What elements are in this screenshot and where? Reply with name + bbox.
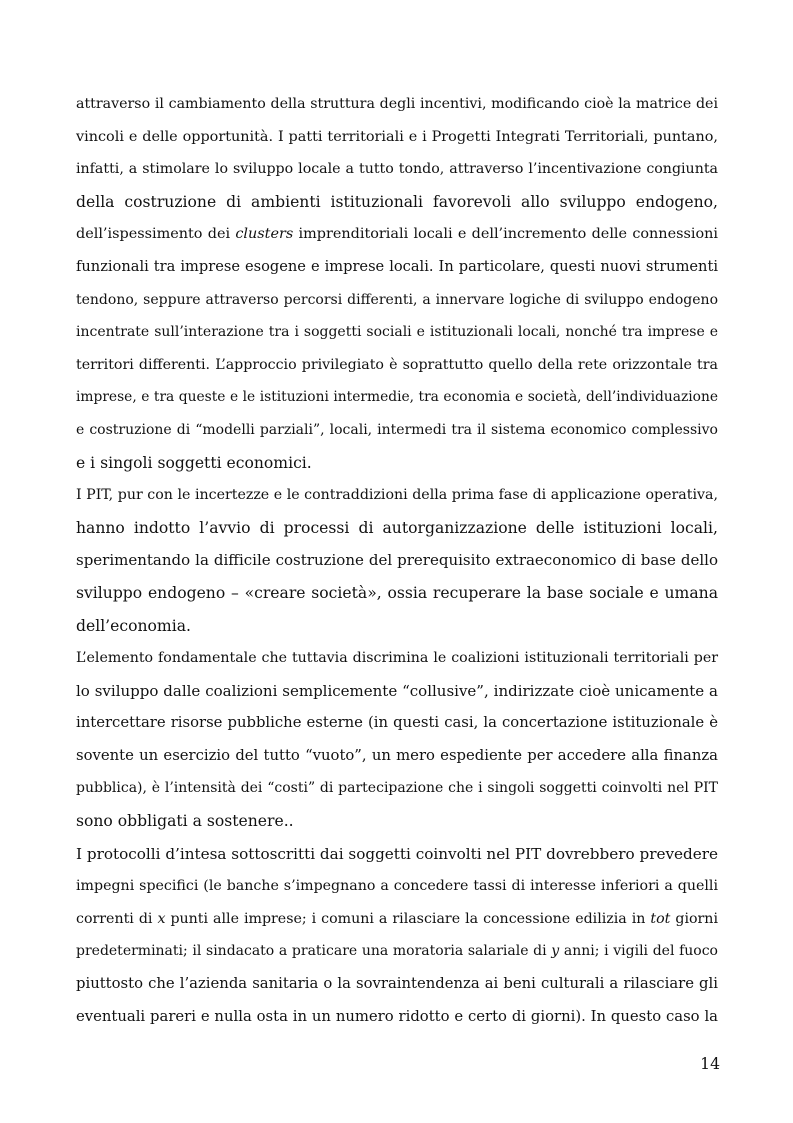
text-line <box>76 675 718 708</box>
text-segment: giorni <box>670 910 718 927</box>
text-segment: correnti di <box>76 910 158 927</box>
text-segment: attraverso il cambiamento della struttura degli incentivi, modificando cioè la matrice dei <box>76 96 718 112</box>
text-segment: funzionali tra imprese esogene e imprese locali. In particolare, questi nuovi strumenti <box>76 257 718 275</box>
text-segment: punti alle imprese; i comuni a rilasciare la concessione edilizia in <box>165 910 651 927</box>
text-line <box>76 88 718 121</box>
text-line <box>76 414 718 447</box>
text-line <box>76 349 718 382</box>
text-segment: territori differenti. L’approccio privilegiato è soprattutto quello della rete orizzontale tra <box>76 356 718 373</box>
text-segment: sviluppo endogeno – «creare società», ossia recuperare la base sociale e umana <box>76 583 718 602</box>
text-line <box>76 284 718 317</box>
text-line <box>76 935 718 968</box>
text-line <box>76 512 718 545</box>
text-segment: imprese, e tra queste e le istituzioni intermedie, tra economia e società, dell’individuazione <box>76 389 718 406</box>
text-segment: hanno indotto l’avvio di processi di autorganizzazione delle istituzioni locali, <box>76 518 718 537</box>
text-segment: incentrate sull’interazione tra i soggetti sociali e istituzionali locali, nonché tra imprese e <box>76 324 718 341</box>
text-segment: dell’ispessimento dei <box>76 226 236 243</box>
text-segment: tendono, seppure attraverso percorsi differenti, a innervare logiche di sviluppo endogeno <box>76 291 718 308</box>
italic-text: x <box>157 910 166 927</box>
text-line <box>76 121 718 154</box>
text-segment: pubblica), è l’intensità dei “costi” di partecipazione che i singoli soggetti coinvolti nel PIT <box>76 780 718 797</box>
text-line <box>76 838 718 871</box>
text-line <box>76 479 718 512</box>
text-line <box>76 968 718 1001</box>
text-segment: L’elemento fondamentale che tuttavia discrimina le coalizioni istituzionali territoriali per <box>76 650 718 667</box>
text-segment: eventuali pareri e nulla osta in un numero ridotto e certo di giorni). In questo caso la <box>76 1007 718 1025</box>
text-segment: intercettare risorse pubbliche esterne (in questi casi, la concertazione istituzionale è <box>76 714 718 732</box>
text-segment: sono obbligati a sostenere.. <box>76 812 294 831</box>
text-line <box>76 870 718 903</box>
text-line <box>76 218 718 251</box>
text-segment: della costruzione di ambienti istituzionali favorevoli allo sviluppo endogeno, <box>76 192 718 211</box>
body-text <box>76 88 718 1033</box>
text-line <box>76 316 718 349</box>
text-line <box>76 186 718 219</box>
text-segment: vincoli e delle opportunità. I patti territoriali e i Progetti Integrati Territoriali, puntano, <box>76 128 718 145</box>
text-segment: e costruzione di “modelli parziali”, locali, intermedi tra il sistema economico complessivo <box>76 421 718 438</box>
text-segment: I protocolli d’intesa sottoscritti dai soggetti coinvolti nel PIT dovrebbero prevedere <box>76 844 718 863</box>
text-line <box>76 544 718 577</box>
text-segment: imprenditoriali locali e dell’incremento delle connessioni <box>293 226 719 243</box>
text-segment: predeterminati; il sindacato a praticare una moratoria salariale di <box>76 943 552 960</box>
text-line <box>76 805 718 838</box>
text-segment: lo sviluppo dalle coalizioni semplicemente “collusive”, indirizzate cioè unicamente a <box>76 681 718 700</box>
text-segment: sovente un esercizio del tutto “vuoto”, un mero espediente per accedere alla finanza <box>76 746 718 764</box>
italic-text: tot <box>650 910 671 927</box>
text-segment: infatti, a stimolare lo sviluppo locale a tutto tondo, attraverso l’incentivazione congiunta <box>76 161 718 178</box>
text-line <box>76 153 718 186</box>
text-line <box>76 642 718 675</box>
text-segment: piuttosto che l’azienda sanitaria o la sovraintendenza ai beni culturali a rilasciare gli <box>76 975 718 993</box>
text-line <box>76 610 718 643</box>
text-line <box>76 577 718 610</box>
text-line <box>76 447 718 480</box>
text-segment: impegni specifici (le banche s’impegnano a concedere tassi di interesse inferiori a quelli <box>76 878 718 895</box>
text-line <box>76 740 718 773</box>
text-line <box>76 903 718 936</box>
text-segment: dell’economia. <box>76 616 191 635</box>
text-line <box>76 707 718 740</box>
text-line <box>76 772 718 805</box>
text-line <box>76 251 718 284</box>
italic-text: y <box>551 943 560 960</box>
text-line <box>76 1001 718 1034</box>
text-segment: anni; i vigili del fuoco <box>559 943 718 960</box>
text-segment: I PIT, pur con le incertezze e le contraddizioni della prima fase di applicazione operativa, <box>76 487 718 504</box>
text-line <box>76 381 718 414</box>
text-segment: sperimentando la difficile costruzione del prerequisito extraeconomico di base dello <box>76 551 718 570</box>
page-number: 14 <box>700 1055 720 1073</box>
italic-text: clusters <box>235 226 294 243</box>
text-segment: e i singoli soggetti economici. <box>76 453 312 472</box>
